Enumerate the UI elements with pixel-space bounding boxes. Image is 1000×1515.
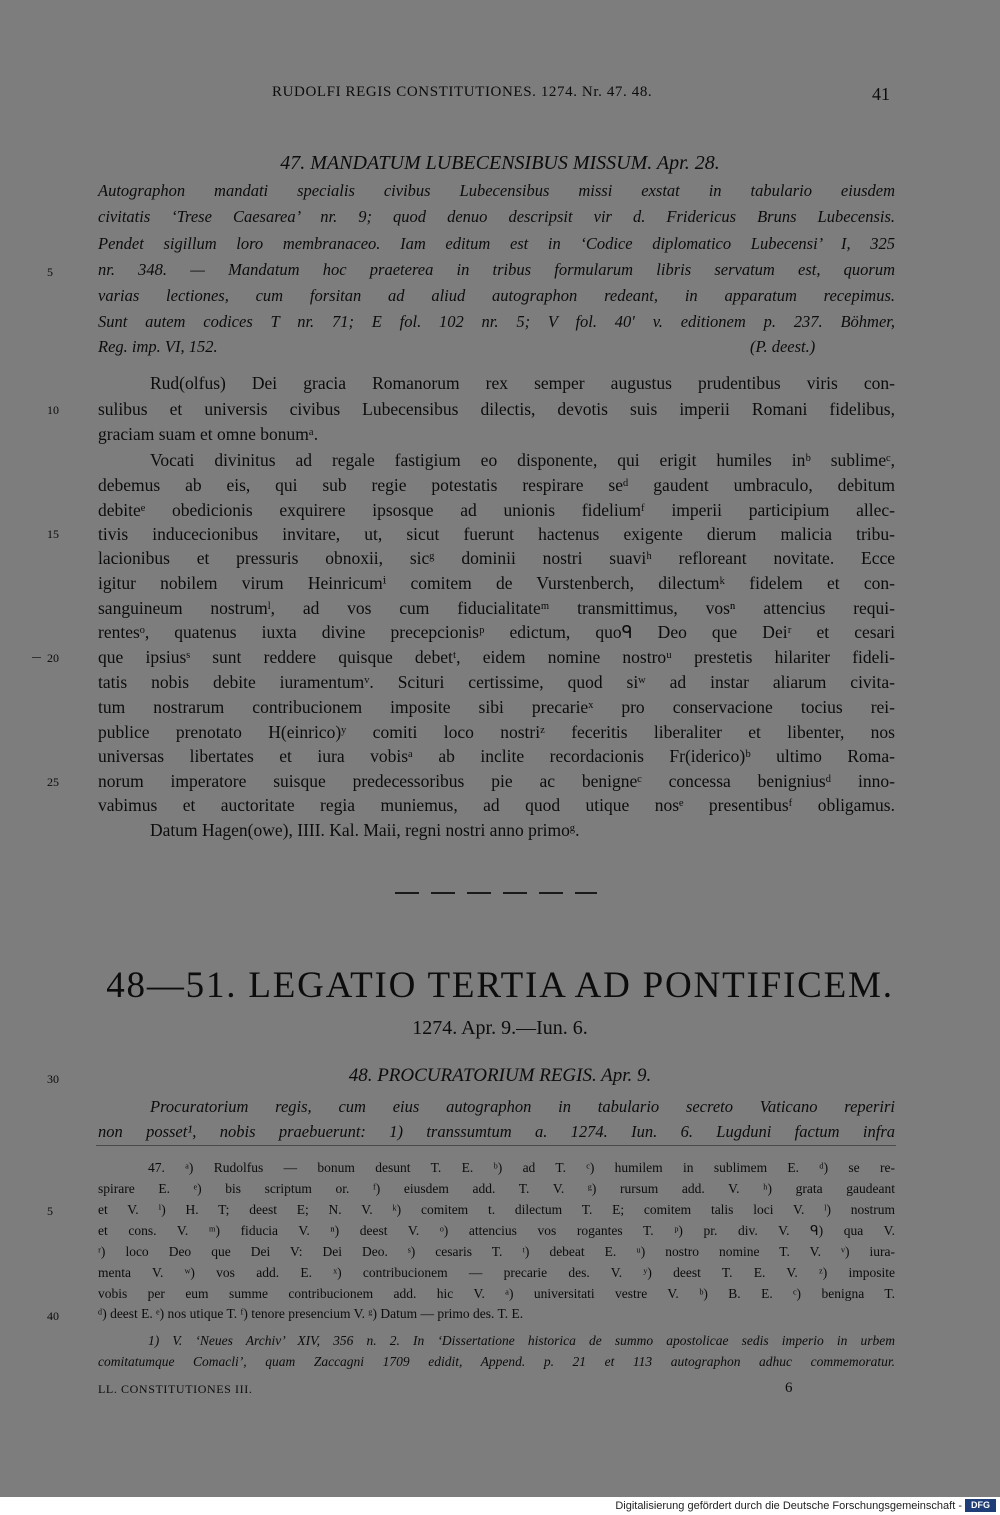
- digitization-credit: Digitalisierung gefördert durch die Deutsche Forschungsgemeinschaft -: [615, 1500, 962, 1512]
- intro-47-last-line: Reg. imp. VI, 152.: [98, 337, 218, 356]
- body-line: igitur nobilem virum Heinricumⁱ comitem de Vurstenberch, dilectumᵏ fidelem et con-: [98, 573, 895, 593]
- body-line: debiteᵉ obedicionis exquirere ipsosque ad unionis fideliumᶠ imperii participium allec-: [98, 500, 895, 520]
- body-line: norum imperatore suisque predecessoribus pie ac benigneᶜ concessa benigniusᵈ inno-: [98, 771, 895, 791]
- body-line: sulibus et universis civibus Lubecensibus dilectis, devotis suis imperii Romani fidelibus,: [98, 399, 895, 419]
- section-divider: [395, 892, 597, 894]
- body-line: sanguineum nostrumˡ, ad vos cum fiducialitateᵐ transmittimus, vosⁿ attencius requi-: [98, 598, 895, 618]
- apparatus-line: ᵈ) deest E. ᵉ) nos utique T. ᶠ) tenore presencium V. ᵍ) Datum — primo des. T. E.: [98, 1306, 524, 1321]
- line-number: 20: [47, 651, 59, 665]
- line-number: 5: [47, 1204, 53, 1218]
- line-number: 10: [47, 403, 59, 417]
- line-number: 25: [47, 775, 59, 789]
- body-line: que ipsiusˢ sunt reddere quisque debetᵗ, eidem nomine nostroᵘ prestetis hilariter fideli-: [98, 647, 895, 667]
- body-line: vabimus et auctoritate regia muniemus, ad quod utique nosᵉ presentibusᶠ obligamus.: [98, 795, 895, 815]
- body-line: tatis nobis debite iuramentumᵛ. Sciturі certissime, quod siʷ ad instar aliarum civita-: [98, 672, 895, 692]
- datum-line: Datum Hagen(owe), IIII. Kal. Maii, regni nostri anno primoᵍ.: [150, 820, 580, 840]
- apparatus-line: et V. ⁱ) H. T; deest E; N. V. ᵏ) comitem t. dilectum T. E; comitem talis loci V. ˡ) nostrum: [98, 1202, 895, 1217]
- intro-47-line: varias lectiones, cum forsitan ad aliud autographon redeant, in apparatum recepimus.: [98, 286, 895, 305]
- body-line: tum nostrarum contribucionem imposite sibi precarieˣ pro conservacione tocius rei-: [98, 697, 895, 717]
- apparatus-line: et cons. V. ᵐ) fiducia V. ⁿ) deest V. ᵒ) attencius vos rogantes T. ᵖ) pr. div. V. ᑫ) qua V.: [98, 1223, 895, 1238]
- body-line: debemus ab eis, qui sub regie potestatis respirare seᵈ gaudent umbraculo, debitum: [98, 475, 895, 495]
- footnote-line: 1) V. ‘Neues Archiv’ XIV, 356 n. 2. In ‘Dissertatione historica de summo apostolicae sedis imperio in urbem: [148, 1333, 895, 1348]
- intro-48-line: Procuratorium regis, cum eius autographon in tabulario secreto Vaticano reperiri: [150, 1097, 895, 1116]
- document-47-title: 47. MANDATUM LUBECENSIBUS MISSUM. Apr. 28.: [280, 152, 720, 174]
- intro-48-line: non posset¹, nobis praebuerunt: 1) transsumtum a. 1274. Iun. 6. Lugduni factum infra: [98, 1122, 895, 1141]
- page-number: 41: [872, 84, 890, 104]
- body-line: tivis inducecionibus invitare, ut, sicut fuerunt hactenus exigente dierum malicia tribu-: [98, 524, 895, 544]
- intro-47-line: Pendet sigillum loro membranaceo. Iam editum est in ‘Codice diplomatico Lubecensi’ I, 325: [98, 234, 895, 253]
- body-line: lacionibus et pressuris obnoxii, sicᵍ dominii nostri suaviʰ refloreant novitate. Ecce: [98, 548, 895, 568]
- line-number: 40: [47, 1309, 59, 1323]
- apparatus-line: menta V. ʷ) vos add. E. ˣ) contribucionem — precarie des. V. ʸ) deest T. E. V. ᶻ) imposite: [98, 1265, 895, 1280]
- intro-47-editor-note: (P. deest.): [750, 337, 816, 356]
- running-head: RUDOLFI REGIS CONSTITUTIONES. 1274. Nr. 47. 48.: [272, 84, 653, 100]
- apparatus-line: ʳ) loco Deo que Dei V: Dei Deo. ˢ) cesaris T. ᵗ) debeat E. ᵘ) nostro nomine T. V. ᵛ) iura-: [98, 1244, 895, 1259]
- section-dates: 1274. Apr. 9.—Iun. 6.: [412, 1017, 588, 1039]
- printer-signature: LL. CONSTITUTIONES III.: [98, 1382, 253, 1396]
- body-line: Vocati divinitus ad regale fastigium eo disponente, qui erigit humiles inᵇ sublimeᶜ,: [150, 450, 895, 470]
- sheet-number: 6: [785, 1380, 793, 1396]
- line-number: 30: [47, 1072, 59, 1086]
- intro-47-line: Sunt autem codices T nr. 71; E fol. 102 nr. 5; V fol. 40′ v. editionem p. 237. Böhmer,: [98, 312, 895, 331]
- line-number: 5: [47, 265, 53, 279]
- document-48-title: 48. PROCURATORIUM REGIS. Apr. 9.: [348, 1065, 652, 1086]
- intro-47-line: Autographon mandati specialis civibus Lubecensibus missi exstat in tabulario eiusdem: [98, 181, 895, 200]
- intro-47-line: civitatis ‘Trese Caesarea’ nr. 9; quod denuo descripsit vir d. Fridericus Bruns Lubecensis.: [98, 207, 895, 226]
- margin-tick: [32, 657, 41, 658]
- body-line: Rud(olfus) Dei gracia Romanorum rex semper augustus prudentibus viris con-: [150, 373, 895, 393]
- body-line: graciam suam et omne bonumᵃ.: [98, 424, 319, 444]
- apparatus-rule: [96, 1145, 896, 1146]
- dfg-logo: DFG: [965, 1499, 996, 1512]
- intro-47-line: nr. 348. — Mandatum hoc praeterea in tribus formularum libris servatum est, quorum: [98, 260, 895, 279]
- body-line: publice prenotato H(einrico)ʸ comiti loco nostriᶻ feceritis liberaliter et libenter, nos: [98, 722, 895, 742]
- apparatus-line: spirare E. ᵉ) bis scriptum or. ᶠ) eiusdem add. T. V. ᵍ) rursum add. V. ʰ) grata gaudeant: [98, 1181, 895, 1196]
- section-title: 48—51. LEGATIO TERTIA AD PONTIFICEM.: [106, 965, 894, 1006]
- apparatus-line: 47. ᵃ) Rudolfus — bonum desunt T. E. ᵇ) ad T. ᶜ) humilem in sublimem E. ᵈ) se re-: [148, 1160, 895, 1175]
- line-number: 15: [47, 527, 59, 541]
- footnote-line: comitatumque Comacli’, quam Zaccagni 1709 edidit, Append. p. 21 et 113 autographon adhuc commemoratur.: [98, 1354, 895, 1369]
- body-line: universas libertates et iura vobisᵃ ab inclite recordacionis Fr(iderico)ᵇ ultimo Roma-: [98, 746, 895, 766]
- body-line: rentesᵒ, quatenus iuxta divine precepcionisᵖ edictum, quoᑫ Deo que Deiʳ et cesari: [98, 622, 895, 642]
- apparatus-line: vobis per eum summe contribucionem add. hic V. ᵃ) universitati vestre V. ᵇ) B. E. ᶜ) benigna T.: [98, 1286, 895, 1301]
